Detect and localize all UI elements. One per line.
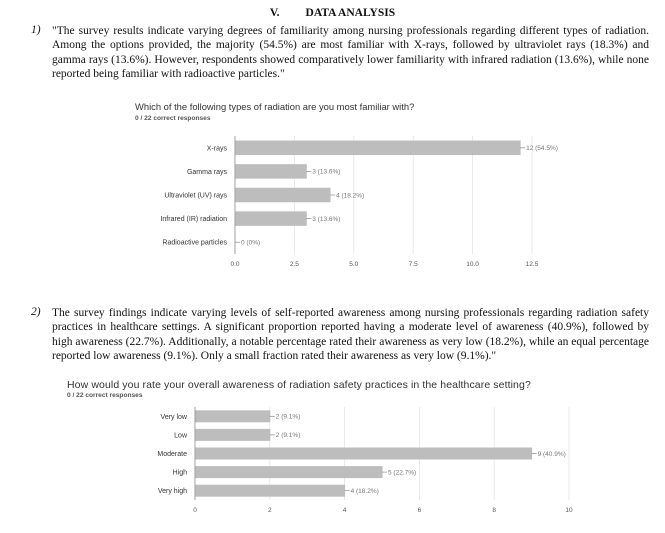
chart-1-x-tick-label: 7.5 [408, 261, 418, 268]
chart-2-x-tick-label: 0 [193, 507, 197, 514]
chart-2-bar [196, 485, 346, 497]
item-number-2: 2) [31, 306, 41, 318]
chart-1-x-tick-label: 2.5 [289, 261, 299, 268]
chart-1-data-label: 3 (13.6%) [312, 168, 341, 176]
chart-1-category-label: Gamma rays [186, 168, 227, 176]
chart-2-category-label: Very low [160, 413, 187, 421]
paragraph-2: The survey findings indicate varying levels of self-reported awareness among nursing professionals regarding radiation safety practices in healthcare settings. A significant proportion reported having a moderate level of awareness (40.9%), followed by high awareness (22.7%). Additionally, a notable percentage rated their awareness as very low (18.2%), while an equal percentage reported low awareness (9.1%). Only a small fraction rated their awareness as very low (9.1%)." [52, 307, 649, 362]
section-number: V. [269, 7, 280, 19]
chart-2-bar [196, 410, 271, 422]
chart-2-x-tick-label: 4 [342, 507, 347, 514]
chart-2-category-label: High [172, 469, 187, 477]
chart-2-x-tick-label: 10 [565, 507, 573, 514]
chart-2-data-label: 4 (18.2%) [350, 488, 379, 495]
chart-1-category-label: Infrared (IR) radiation [160, 216, 227, 224]
chart-2-x-tick-label: 8 [492, 507, 497, 514]
chart-1-title: Which of the following types of radiation are you most familiar with? [135, 101, 415, 112]
chart-1-data-label: 12 (54.5%) [526, 145, 558, 153]
item-number-1: 1) [31, 24, 41, 36]
chart-1-x-tick-label: 10.0 [466, 261, 479, 268]
chart-2-data-label: 2 (9.1%) [275, 413, 301, 421]
chart-2-bar [196, 466, 383, 478]
chart-2-data-label: 2 (9.1%) [275, 432, 301, 440]
chart-1-data-label: 0 (0%) [241, 239, 261, 247]
chart-2-data-label: 5 (22.7%) [388, 469, 417, 477]
chart-2-data-label: 9 (40.9%) [537, 450, 566, 458]
chart-1-subtitle: 0 / 22 correct responses [135, 115, 211, 122]
chart-2-category-label: Low [174, 432, 187, 440]
section-title: DATA ANALYSIS [305, 7, 396, 19]
chart-1-x-tick-label: 12.5 [525, 261, 539, 268]
chart-2-bar [196, 448, 533, 460]
chart-1-x-tick-label: 5.0 [349, 261, 359, 268]
chart-1-data-label: 3 (13.6%) [312, 215, 341, 223]
chart-1-x-tick-label: 0.0 [230, 261, 240, 268]
chart-1-data-label: 4 (18.2%) [336, 192, 365, 200]
chart-2-category-label: Moderate [157, 451, 187, 458]
chart-1-category-label: X-rays [206, 145, 227, 153]
chart-1-category-label: Ultraviolet (UV) rays [164, 192, 227, 200]
chart-2-subtitle: 0 / 22 correct responses [67, 392, 143, 399]
chart-2-category-label: Very high [157, 488, 187, 496]
chart-1-category-label: Radioactive particles [162, 239, 227, 247]
chart-2-x-tick-label: 2 [267, 507, 272, 514]
chart-2-bar [196, 429, 271, 441]
chart-2-title: How would you rate your overall awareness of radiation safety practices in the healthcare setting? [67, 379, 531, 391]
paragraph-1: "The survey results indicate varying degrees of familiarity among nursing professionals regarding different types of radiation. Among the options provided, the majority (54.5%) are most familiar with X-rays, followed by ultraviolet rays (18.3%) and gamma rays (13.6%). However, respondents showed comparatively lower familiarity with infrared radiation (13.6%), while none reported being familiar with radioactive particles." [52, 25, 649, 80]
chart-2-x-tick-label: 6 [417, 507, 422, 514]
